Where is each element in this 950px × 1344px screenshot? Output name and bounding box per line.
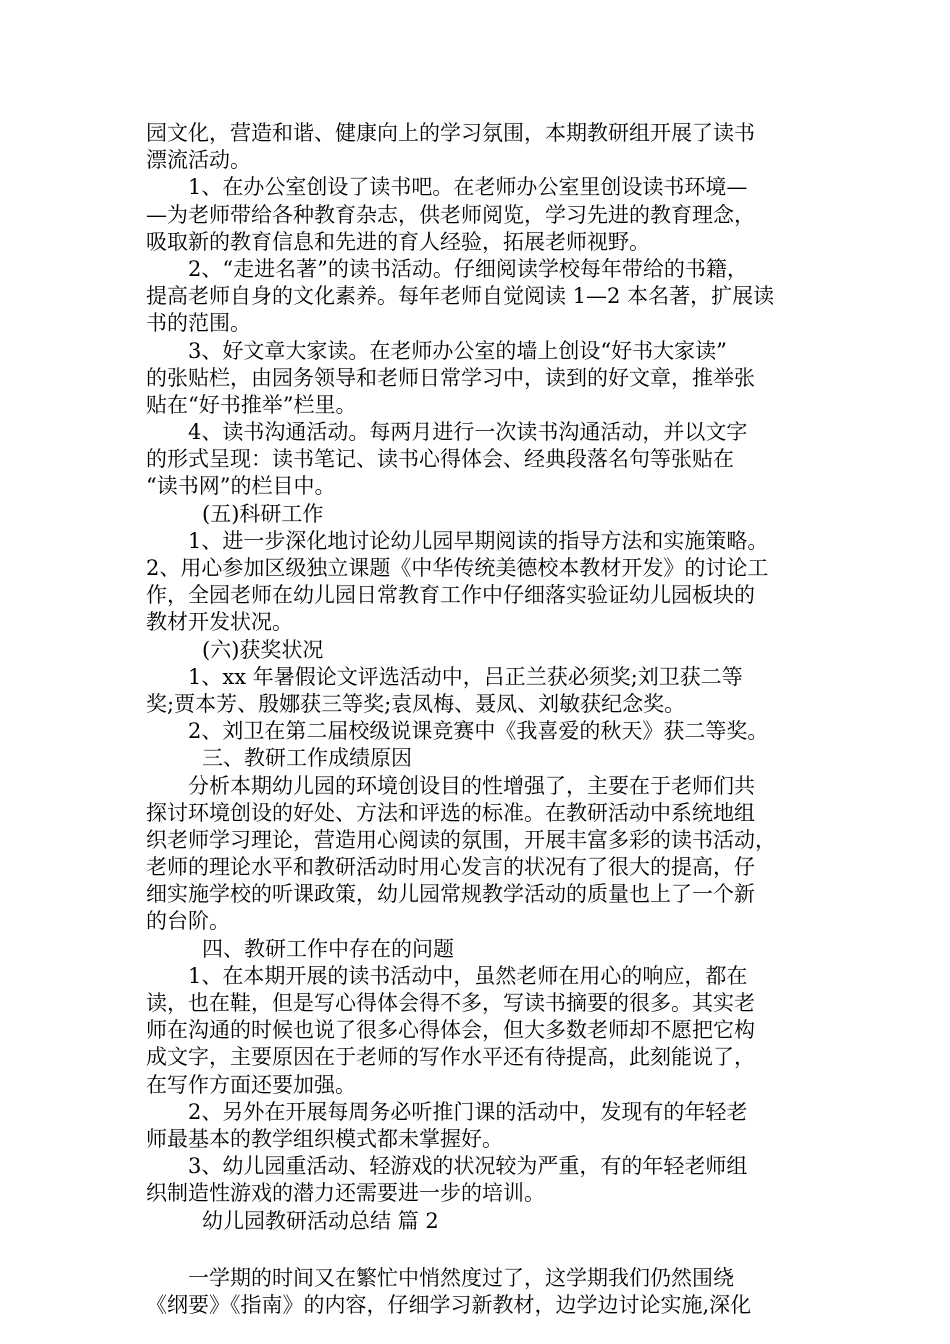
text-line: 书的范围。 — [146, 311, 251, 336]
text-line: 2、另外在开展每周务必听推门课的活动中，发现有的年轻老 — [188, 1099, 748, 1124]
text-line: 吸取新的教育信息和先进的育人经验，拓展老师视野。 — [146, 229, 650, 254]
text-line: 园文化，营造和谐、健康向上的学习氛围，本期教研组开展了读书 — [146, 121, 755, 145]
text-line: 一学期的时间又在繁忙中悄然度过了，这学期我们仍然围绕 — [188, 1265, 734, 1290]
text-line: 提高老师自身的文化素养。每年老师自觉阅读 1—2 本名著，扩展读 — [146, 284, 775, 309]
text-line: 奖;贾本芳、殷娜获三等奖;袁凤梅、聂凤、刘敏获纪念奖。 — [146, 691, 686, 716]
text-line: 的张贴栏，由园务领导和老师日常学习中，读到的好文章，推举张 — [146, 365, 755, 390]
text-line: 师在沟通的时候也说了很多心得体会，但大多数老师却不愿把它构 — [146, 1018, 755, 1043]
text-line: 1、xx 年暑假论文评选活动中，吕正兰获必须奖;刘卫获二等 — [188, 664, 743, 689]
text-line: 贴在“好书推举”栏里。 — [146, 392, 357, 417]
section-heading: (五)科研工作 — [202, 501, 324, 526]
text-line: “读书网”的栏目中。 — [146, 474, 336, 499]
text-line: 作，全园老师在幼儿园日常教育工作中仔细落实验证幼儿园板块的 — [146, 583, 755, 608]
text-line: 老师的理论水平和教研活动时用心发言的状况有了很大的提高，仔 — [146, 855, 755, 880]
text-line: 师最基本的教学组织模式都未掌握好。 — [146, 1126, 503, 1151]
document-body — [146, 120, 811, 1319]
text-line: 教材开发状况。 — [146, 610, 293, 635]
blank-line — [146, 1235, 811, 1265]
section-heading: 三、教研工作成绩原因 — [202, 746, 412, 771]
text-line: 2、“走进名著”的读书活动。仔细阅读学校每年带给的书籍， — [188, 256, 748, 281]
text-line: 成文字，主要原因在于老师的写作水平还有待提高，此刻能说了， — [146, 1045, 755, 1070]
text-line: 1、在本期开展的读书活动中，虽然老师在用心的响应，都在 — [188, 963, 748, 988]
section-heading: (六)获奖状况 — [202, 637, 324, 662]
text-line: 细实施学校的听课政策，幼儿园常规教学活动的质量也上了一个新 — [146, 882, 755, 907]
text-line: —为老师带给各种教育杂志，供老师阅览，学习先进的教育理念， — [146, 202, 755, 227]
text-line: 2、用心参加区级独立课题《中华传统美德校本教材开发》的讨论工 — [146, 556, 769, 580]
text-line: 在写作方面还要加强。 — [146, 1072, 356, 1097]
text-line: 3、幼儿园重活动、轻游戏的状况较为严重，有的年轻老师组 — [188, 1154, 748, 1179]
text-line: 读，也在鞋，但是写心得体会得不多，写读书摘要的很多。其实老 — [146, 991, 755, 1015]
text-line: 的形式呈现：读书笔记、读书心得体会、经典段落名句等张贴在 — [146, 447, 734, 472]
text-line: 的台阶。 — [146, 909, 230, 934]
section-title: 幼儿园教研活动总结 篇 2 — [202, 1208, 439, 1233]
text-line: 织制造性游戏的潜力还需要进一步的培训。 — [146, 1181, 545, 1206]
text-line: 漂流活动。 — [146, 148, 251, 173]
text-line: 3、好文章大家读。在老师办公室的墙上创设“好书大家读” — [188, 338, 727, 363]
text-line: 1、进一步深化地讨论幼儿园早期阅读的指导方法和实施策略。 — [188, 528, 769, 553]
text-line: 4、读书沟通活动。每两月进行一次读书沟通活动，并以文字 — [188, 420, 748, 445]
text-line: 2、刘卫在第二届校级说课竞赛中《我喜爱的秋天》获二等奖。 — [188, 719, 769, 744]
text-line: 《纲要》《指南》的内容，仔细学习新教材，边学边讨论实施,深化 — [146, 1292, 752, 1317]
text-line: 1、在办公室创设了读书吧。在老师办公室里创设读书环境— — [188, 175, 748, 200]
section-heading: 四、教研工作中存在的问题 — [202, 936, 454, 961]
text-line: 探讨环境创设的好处、方法和评选的标准。在教研活动中系统地组 — [146, 800, 755, 825]
text-line: 织老师学习理论，营造用心阅读的氛围，开展丰富多彩的读书活动， — [146, 827, 776, 852]
text-line: 分析本期幼儿园的环境创设目的性增强了，主要在于老师们共 — [188, 773, 755, 798]
